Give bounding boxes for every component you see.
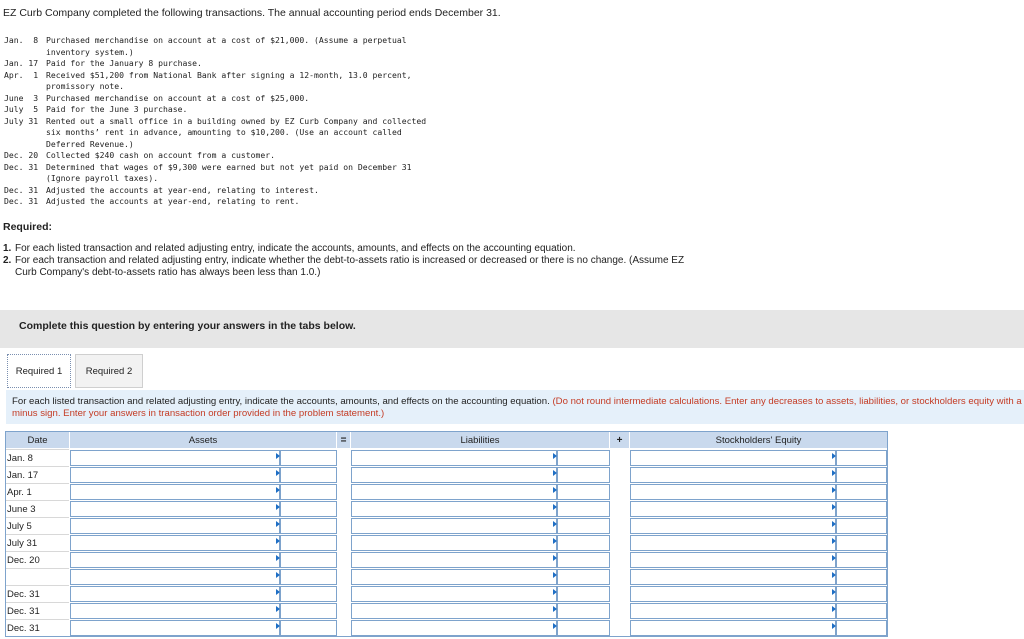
transaction-date: Dec. 31 — [4, 184, 39, 195]
equity-account-input[interactable] — [630, 552, 836, 568]
equals-sign: = — [337, 432, 351, 448]
liabilities-amount-input[interactable] — [557, 535, 610, 551]
transaction-date: Jan. 17 — [4, 58, 39, 68]
liabilities-amount-input[interactable] — [557, 603, 610, 619]
assets-account-input[interactable] — [70, 552, 280, 568]
assets-amount-input[interactable] — [280, 535, 337, 551]
instruction-note: (Do not round intermediate calculations. Enter any decreases to assets, liabilities, or stockholders equity with a minus sign. Enter your answers in transaction order provided in the problem statement.) — [12, 396, 1022, 419]
transaction-date: Dec. 31 — [4, 161, 39, 172]
transaction-item — [4, 58, 426, 70]
equity-account-input[interactable] — [630, 501, 836, 517]
transaction-text: Purchased merchandise on account at a cost of $25,000. — [46, 92, 310, 103]
transaction-item — [4, 35, 426, 58]
instructions-banner — [0, 310, 1024, 348]
liabilities-amount-input[interactable] — [557, 467, 610, 483]
row-date: Apr. 1 — [6, 483, 69, 500]
liabilities-account-input[interactable] — [351, 620, 557, 636]
row-date: Dec. 31 — [6, 619, 69, 636]
row-date: June 3 — [6, 500, 69, 517]
assets-amount-input[interactable] — [280, 467, 337, 483]
transaction-date: Apr. 1 — [4, 69, 39, 80]
assets-amount-input[interactable] — [280, 603, 337, 619]
transaction-item — [4, 196, 426, 208]
transaction-date: Jan. 8 — [4, 35, 39, 45]
assets-account-input[interactable] — [70, 535, 280, 551]
requirement-text: For each listed transaction and related adjusting entry, indicate the accounts, amounts, and effects on the accounting equation. — [15, 243, 576, 254]
transaction-text: Paid for the January 8 purchase. — [46, 58, 202, 68]
row-date: Jan. 8 — [6, 449, 69, 466]
liabilities-amount-input[interactable] — [557, 484, 610, 500]
assets-account-input[interactable] — [70, 603, 280, 619]
transaction-list — [4, 35, 426, 208]
row-date: July 31 — [6, 534, 69, 551]
requirement-number: 1. — [3, 243, 12, 254]
liabilities-amount-input[interactable] — [557, 501, 610, 517]
transaction-item — [4, 93, 426, 105]
transaction-item — [4, 116, 426, 151]
header-liabilities: Liabilities — [351, 432, 610, 448]
transaction-text: Rented out a small office in a building owned by EZ Curb Company and collected six months’ rent in advance, amounting to $10,200. (Use an account called Deferred Revenue.) — [46, 115, 427, 149]
transaction-text: Received $51,200 from National Bank after signing a 12-month, 13.0 percent, promissory note. — [46, 69, 412, 91]
required-heading: Required: — [3, 221, 53, 233]
equity-account-input[interactable] — [630, 569, 836, 585]
equity-amount-input[interactable] — [836, 569, 887, 585]
transaction-text: Collected $240 cash on account from a customer. — [46, 150, 276, 160]
assets-amount-input[interactable] — [280, 501, 337, 517]
transaction-date: July 5 — [4, 104, 39, 114]
assets-amount-input[interactable] — [280, 586, 337, 602]
requirement-number: 2. — [3, 254, 12, 266]
transaction-text: Purchased merchandise on account at a cost of $21,000. (Assume a perpetual inventory system.) — [46, 35, 407, 57]
assets-account-input[interactable] — [70, 501, 280, 517]
equity-amount-input[interactable] — [836, 620, 887, 636]
liabilities-amount-input[interactable] — [557, 586, 610, 602]
equity-amount-input[interactable] — [836, 552, 887, 568]
row-date: July 5 — [6, 517, 69, 534]
assets-amount-input[interactable] — [280, 518, 337, 534]
transaction-date: Dec. 31 — [4, 196, 39, 206]
liabilities-account-input[interactable] — [351, 569, 557, 585]
liabilities-amount-input[interactable] — [557, 569, 610, 585]
equity-amount-input[interactable] — [836, 484, 887, 500]
equity-amount-input[interactable] — [836, 535, 887, 551]
equity-amount-input[interactable] — [836, 501, 887, 517]
row-date: Jan. 17 — [6, 466, 69, 483]
requirement-item — [3, 255, 703, 279]
transaction-item — [4, 150, 426, 162]
liabilities-account-input[interactable] — [351, 518, 557, 534]
liabilities-account-input[interactable] — [351, 467, 557, 483]
assets-account-input[interactable] — [70, 467, 280, 483]
tab-label: Required 1 — [15, 365, 63, 377]
equity-account-input[interactable] — [630, 450, 836, 466]
assets-account-input[interactable] — [70, 620, 280, 636]
assets-amount-input[interactable] — [280, 450, 337, 466]
transaction-item — [4, 70, 426, 93]
liabilities-amount-input[interactable] — [557, 552, 610, 568]
requirement-text: For each transaction and related adjusting entry, indicate whether the debt-to-assets ratio is increased or decreased or there is no change. (Assume EZ Curb Company's debt-to-assets ratio has always been less than 1.0.) — [15, 254, 685, 278]
liabilities-account-input[interactable] — [351, 450, 557, 466]
tab-label: Required 2 — [85, 365, 133, 377]
equity-account-input[interactable] — [630, 603, 836, 619]
problem-intro: EZ Curb Company completed the following transactions. The annual accounting period ends December 31. — [3, 7, 501, 19]
tab-required-1[interactable] — [7, 354, 71, 388]
assets-account-input[interactable] — [70, 450, 280, 466]
transaction-text: Adjusted the accounts at year-end, relating to rent. — [46, 196, 300, 206]
liabilities-account-input[interactable] — [351, 552, 557, 568]
assets-amount-input[interactable] — [280, 552, 337, 568]
assets-account-input[interactable] — [70, 518, 280, 534]
equity-account-input[interactable] — [630, 518, 836, 534]
transaction-date: Dec. 20 — [4, 150, 39, 160]
row-date: Dec. 31 — [6, 585, 69, 602]
header-date: Date — [6, 432, 70, 448]
assets-account-input[interactable] — [70, 569, 280, 585]
assets-account-input[interactable] — [70, 586, 280, 602]
liabilities-amount-input[interactable] — [557, 518, 610, 534]
assets-account-input[interactable] — [70, 484, 280, 500]
transaction-item — [4, 162, 426, 185]
header-assets: Assets — [70, 432, 337, 448]
equity-account-input[interactable] — [630, 484, 836, 500]
transaction-item — [4, 104, 426, 116]
equity-account-input[interactable] — [630, 467, 836, 483]
equity-amount-input[interactable] — [836, 467, 887, 483]
liabilities-account-input[interactable] — [351, 484, 557, 500]
equity-amount-input[interactable] — [836, 603, 887, 619]
liabilities-account-input[interactable] — [351, 501, 557, 517]
row-date: Dec. 20 — [6, 551, 69, 568]
tab-required-2[interactable] — [75, 354, 143, 388]
assets-amount-input[interactable] — [280, 484, 337, 500]
assets-amount-input[interactable] — [280, 569, 337, 585]
equity-account-input[interactable] — [630, 620, 836, 636]
assets-amount-input[interactable] — [280, 620, 337, 636]
equity-amount-input[interactable] — [836, 586, 887, 602]
liabilities-account-input[interactable] — [351, 535, 557, 551]
plus-sign: + — [610, 432, 630, 448]
row-date — [6, 568, 69, 585]
transaction-date: July 31 — [4, 115, 39, 126]
row-date: Dec. 31 — [6, 602, 69, 619]
requirement-item — [3, 243, 703, 255]
liabilities-amount-input[interactable] — [557, 450, 610, 466]
liabilities-account-input[interactable] — [351, 603, 557, 619]
accounting-equation-table — [5, 431, 888, 637]
transaction-date: June 3 — [4, 92, 39, 103]
liabilities-account-input[interactable] — [351, 586, 557, 602]
transaction-item — [4, 185, 426, 197]
equity-account-input[interactable] — [630, 586, 836, 602]
equity-amount-input[interactable] — [836, 450, 887, 466]
equity-amount-input[interactable] — [836, 518, 887, 534]
transaction-text: Paid for the June 3 purchase. — [46, 104, 188, 114]
header-stockholders-equity: Stockholders' Equity — [630, 432, 887, 448]
transaction-text: Determined that wages of $9,300 were earned but not yet paid on December 31 (Ignore payroll taxes). — [46, 161, 412, 183]
liabilities-amount-input[interactable] — [557, 620, 610, 636]
table-instruction — [6, 390, 1024, 424]
banner-text: Complete this question by entering your answers in the tabs below. — [19, 320, 356, 332]
instruction-text: For each listed transaction and related adjusting entry, indicate the accounts, amounts, and effects on the accounting equation. — [12, 396, 550, 407]
transaction-text: Adjusted the accounts at year-end, relating to interest. — [46, 184, 319, 195]
equity-account-input[interactable] — [630, 535, 836, 551]
requirements-list — [3, 243, 703, 278]
